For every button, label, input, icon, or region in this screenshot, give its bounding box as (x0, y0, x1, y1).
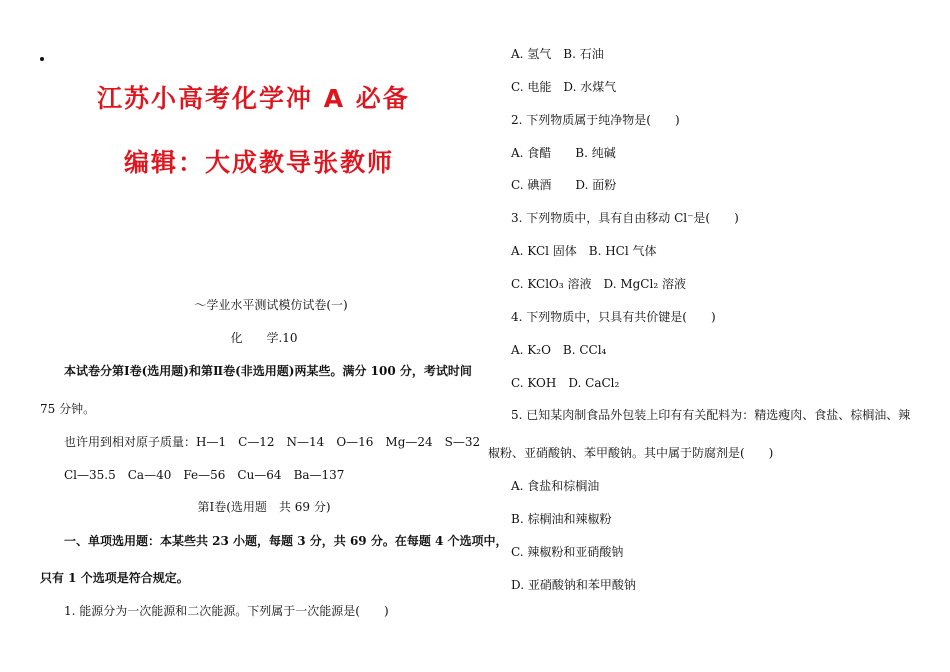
q5-option-a: A. 食盐和棕榈油 (511, 479, 600, 493)
q3-options-cd: C. KClO₃ 溶液 D. MgCl₂ 溶液 (511, 277, 686, 291)
q5-option-c: C. 辣椒粉和亚硝酸钠 (511, 545, 624, 559)
intro-line-2: 75 分钟。 (40, 402, 96, 416)
question-3: 3. 下列物质中，具有自由移动 Cl⁻是( ) (511, 211, 739, 225)
section-heading: 第Ⅰ卷(选用题 共 69 分) (197, 500, 331, 514)
exam-subject: 化 学.10 (230, 331, 298, 345)
question-5-line-2: 椒粉、亚硝酸钠、苯甲酸钠。其中属于防腐剂是( ) (488, 446, 774, 460)
doc-subtitle: 编辑：大成教导张教师 (124, 148, 395, 177)
q5-option-b: B. 棕榈油和辣椒粉 (511, 512, 612, 526)
exam-title: ～学业水平测试模仿试卷(一) (194, 298, 348, 312)
q5-option-d: D. 亚硝酸钠和苯甲酸钠 (511, 578, 636, 592)
atomic-mass-line-2: Cl—35.5 Ca—40 Fe—56 Cu—64 Ba—137 (64, 468, 345, 482)
atomic-mass-line-1: 也许用到相对原子质量：H—1 C—12 N—14 O—16 Mg—24 S—32 (64, 435, 481, 449)
question-5-line-1: 5. 已知某肉制食品外包装上印有有关配料为：精选瘦肉、食盐、棕榈油、辣 (511, 408, 911, 422)
question-1: 1. 能源分为一次能源和二次能源。下列属于一次能源是( ) (64, 604, 389, 618)
part1-instruction-1: 一、单项选用题：本某些共 23 小题，每题 3 分，共 69 分。在每题 4 个选项中， (64, 534, 508, 548)
q2-options-cd: C. 碘酒 D. 面粉 (511, 178, 617, 192)
q4-options-ab: A. K₂O B. CCl₄ (511, 343, 607, 357)
question-4: 4. 下列物质中，只具有共价键是( ) (511, 310, 716, 324)
part1-instruction-2: 只有 1 个选项是符合规定。 (40, 571, 189, 585)
q1-options-cd: C. 电能 D. 水煤气 (511, 80, 617, 94)
q3-options-ab: A. KCl 固体 B. HCl 气体 (511, 244, 657, 258)
doc-title: 江苏小高考化学冲 A 必备 (97, 84, 410, 113)
q2-options-ab: A. 食醋 B. 纯碱 (511, 146, 616, 160)
intro-line-1: 本试卷分第Ⅰ卷(选用题)和第Ⅱ卷(非选用题)两某些。满分 100 分，考试时间 (64, 364, 472, 378)
question-2: 2. 下列物质属于纯净物是( ) (511, 113, 680, 127)
bullet-dot (40, 57, 44, 61)
q1-options-ab: A. 氢气 B. 石油 (511, 47, 604, 61)
q4-options-cd: C. KOH D. CaCl₂ (511, 376, 620, 390)
